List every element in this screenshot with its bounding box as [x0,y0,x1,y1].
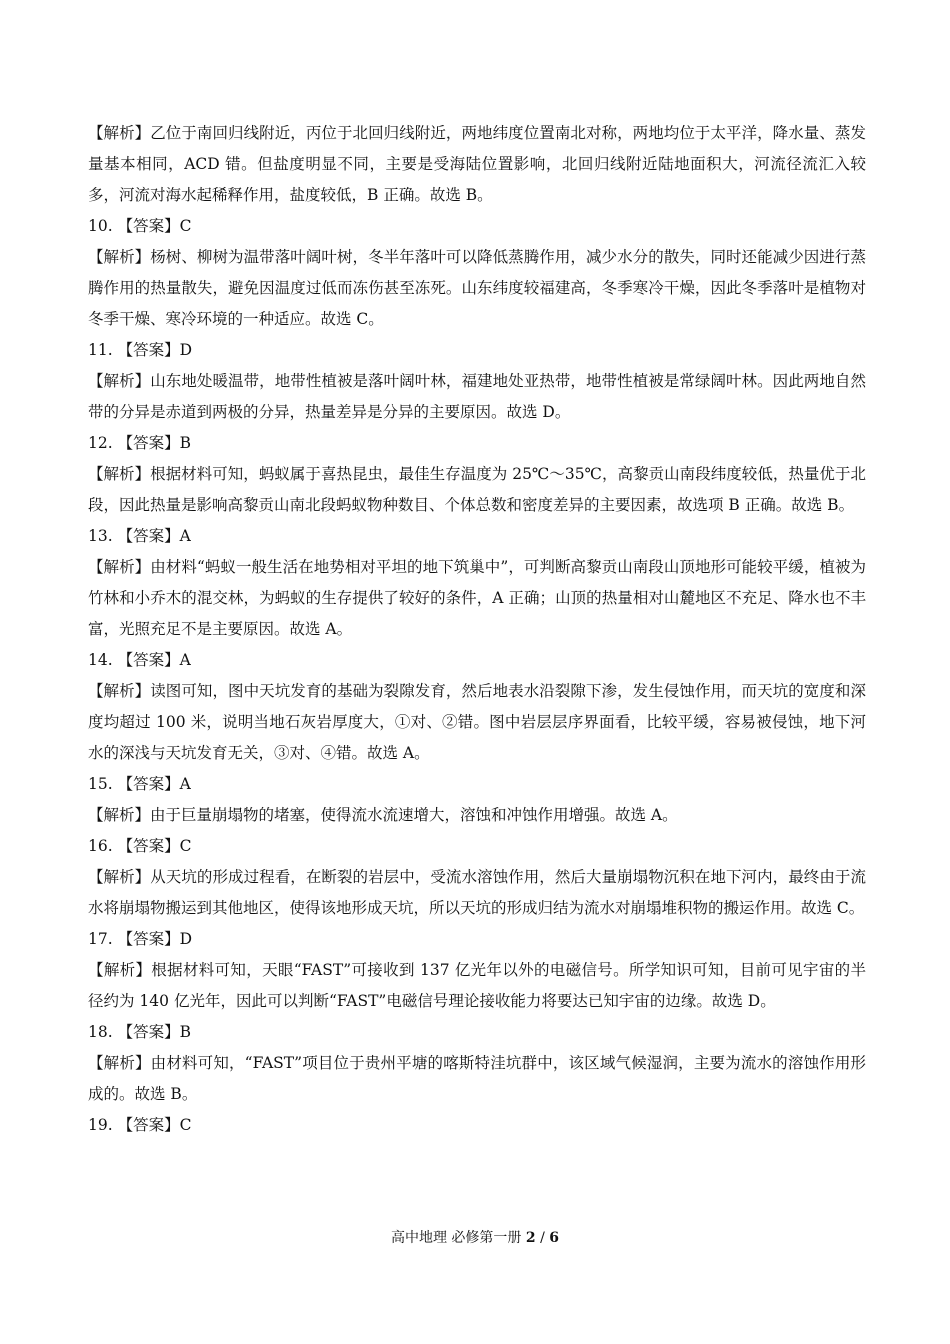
analysis-paragraph: 【解析】从天坑的形成过程看，在断裂的岩层中，受流水溶蚀作用，然后大量崩塌物沉积在地下河内，最终由于流水将崩塌物搬运到其他地区，使得该地形成天坑，所以天坑的形成归结为流水对崩塌堆积物的搬运作用。故选 C。 [88,868,866,917]
footer-page-separator: / [535,1230,550,1246]
analysis-paragraph: 【解析】杨树、柳树为温带落叶阔叶树，冬半年落叶可以降低蒸腾作用，减少水分的散失，同时还能减少因进行蒸腾作用的热量散失，避免因温度过低而冻伤甚至冻死。山东纬度较福建高，冬季寒冷干燥，因此冬季落叶是植物对冬季干燥、寒冷环境的一种适应。故选 C。 [88,248,866,328]
answer-line: 17. 【答案】D [88,930,193,948]
analysis-paragraph: 【解析】根据材料可知，蚂蚁属于喜热昆虫，最佳生存温度为 25℃～35℃，高黎贡山南段纬度较低，热量优于北段，因此热量是影响高黎贡山南北段蚂蚁物种数目、个体总数和密度差异的主要因素，故选项 B 正确。故选 B。 [88,465,866,514]
answer-line: 14. 【答案】A [88,651,191,669]
answer-line: 13. 【答案】A [88,527,191,545]
footer-page-total: 6 [549,1230,560,1246]
page-footer [0,1228,950,1248]
analysis-paragraph: 【解析】由材料“蚂蚁一般生活在地势相对平坦的地下筑巢中”，可判断高黎贡山南段山顶地形可能较平缓，植被为竹林和小乔木的混交林，为蚂蚁的生存提供了较好的条件，A 正确；山顶的热量相对山麓地区不充足、降水也不丰富，光照充足不是主要原因。故选 A。 [88,558,866,638]
footer-page-number: 2 [525,1230,536,1246]
analysis-paragraph: 【解析】读图可知，图中天坑发育的基础为裂隙发育，然后地表水沿裂隙下渗，发生侵蚀作用，而天坑的宽度和深度均超过 100 米，说明当地石灰岩厚度大，①对、②错。图中岩层层序界面看，比较平缓，容易被侵蚀，地下河水的深浅与天坑发育无关，③对、④错。故选 A。 [88,682,866,762]
answer-content [88,118,866,1141]
answer-line: 12. 【答案】B [88,434,191,452]
answer-line: 15. 【答案】A [88,775,191,793]
answer-line: 18. 【答案】B [88,1023,191,1041]
answer-line: 11. 【答案】D [88,341,193,359]
analysis-paragraph: 【解析】由于巨量崩塌物的堵塞，使得流水流速增大，溶蚀和冲蚀作用增强。故选 A。 [88,806,678,824]
analysis-paragraph: 【解析】根据材料可知，天眼“FAST”可接收到 137 亿光年以外的电磁信号。所学知识可知，目前可见宇宙的半径约为 140 亿光年，因此可以判断“FAST”电磁信号理论接收能力将要达已知宇宙的边缘。故选 D。 [88,961,866,1010]
analysis-paragraph: 【解析】山东地处暖温带，地带性植被是落叶阔叶林，福建地处亚热带，地带性植被是常绿阔叶林。因此两地自然带的分异是赤道到两极的分异，热量差异是分异的主要原因。故选 D。 [88,372,866,421]
answer-line: 19. 【答案】C [88,1116,192,1134]
footer-subject: 高中地理 必修第一册 [390,1230,526,1246]
analysis-paragraph: 【解析】由材料可知，“FAST”项目位于贵州平塘的喀斯特洼坑群中，该区域气候湿润，主要为流水的溶蚀作用形成的。故选 B。 [88,1054,866,1103]
answer-line: 10. 【答案】C [88,217,192,235]
answer-line: 16. 【答案】C [88,837,192,855]
analysis-paragraph: 【解析】乙位于南回归线附近，丙位于北回归线附近，两地纬度位置南北对称，两地均位于太平洋，降水量、蒸发量基本相同，ACD 错。但盐度明显不同，主要是受海陆位置影响，北回归线附近陆地面积大，河流径流汇入较多，河流对海水起稀释作用，盐度较低，B 正确。故选 B。 [88,124,866,204]
